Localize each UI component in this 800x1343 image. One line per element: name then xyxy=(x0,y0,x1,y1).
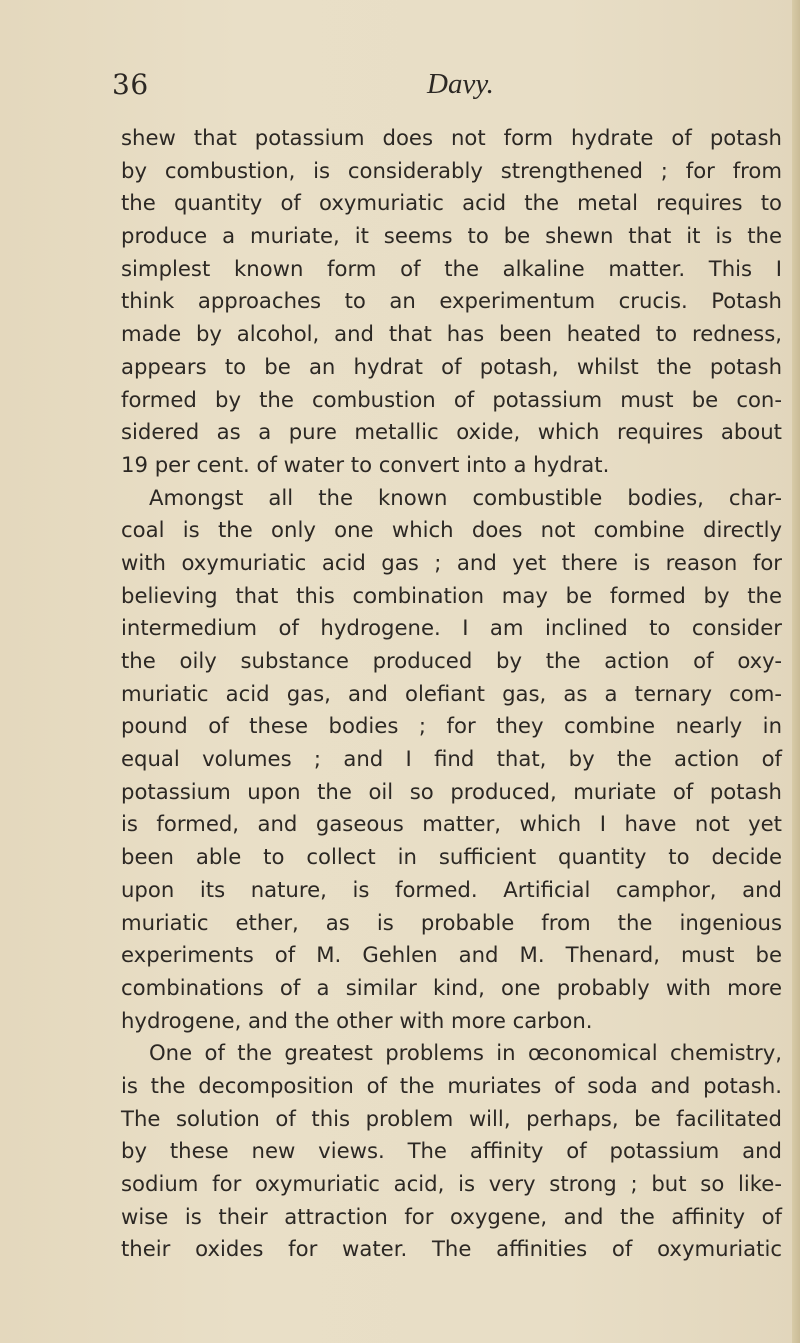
page-edge xyxy=(792,0,800,1343)
text-line: by combustion, is considerably strengthened ; for from xyxy=(121,157,782,183)
text-line: the oily substance produced by the action of oxy- xyxy=(121,648,782,673)
text-line: muriatic acid gas, and olefiant gas, as a ternary com- xyxy=(121,680,782,706)
text-line: wise is their attraction for oxygene, and the affinity of xyxy=(121,1203,782,1229)
text-line: intermedium of hydrogene. I am inclined to consider xyxy=(121,615,782,641)
text-line: formed by the combustion of potassium must be con- xyxy=(121,386,782,412)
text-line: sidered as a pure metallic oxide, which requires about xyxy=(121,419,782,445)
text-line: experiments of M. Gehlen and M. Thenard, must be xyxy=(121,942,782,968)
text-line: pound of these bodies ; for they combine nearly in xyxy=(121,713,782,739)
text-line: shew that potassium does not form hydrate of potash xyxy=(121,125,782,150)
text-line: muriatic ether, as is probable from the ingenious xyxy=(121,909,782,935)
text-line: potassium upon the oil so produced, muriate of potash xyxy=(121,778,782,804)
text-line: upon its nature, is formed. Artificial camphor, and xyxy=(121,876,782,902)
text-line: One of the greatest problems in œconomical chemistry, xyxy=(149,1040,782,1066)
text-line: the quantity of oxymuriatic acid the metal requires to xyxy=(121,190,782,216)
text-line: The solution of this problem will, perhaps, be facilitated xyxy=(121,1105,782,1131)
text-line: is the decomposition of the muriates of soda and potash. xyxy=(121,1072,782,1098)
text-line: hydrogene, and the other with more carbon. xyxy=(121,1007,593,1033)
text-line: sodium for oxymuriatic acid, is very strong ; but so like- xyxy=(121,1171,782,1196)
text-line: believing that this combination may be formed by the xyxy=(121,582,782,608)
text-line: coal is the only one which does not combine directly xyxy=(121,517,782,543)
text-line: their oxides for water. The affinities of oxymuriatic xyxy=(121,1236,782,1262)
text-line: combinations of a similar kind, one probably with more xyxy=(121,974,782,1000)
page-header xyxy=(0,68,800,108)
text-line: been able to collect in sufficient quantity to decide xyxy=(121,844,782,870)
text-line: simplest known form of the alkaline matter. This I xyxy=(121,255,782,281)
text-line: is formed, and gaseous matter, which I have not yet xyxy=(121,811,782,837)
text-line: equal volumes ; and I find that, by the action of xyxy=(121,746,782,772)
body-text xyxy=(121,122,782,1266)
text-line: appears to be an hydrat of potash, whilst the potash xyxy=(121,353,782,379)
text-line: with oxymuriatic acid gas ; and yet there is reason for xyxy=(121,549,782,575)
text-line: think approaches to an experimentum crucis. Potash xyxy=(121,288,782,314)
text-line: made by alcohol, and that has been heated to redness, xyxy=(121,321,782,347)
running-title: Davy. xyxy=(427,68,494,100)
text-line: 19 per cent. of water to convert into a hydrat. xyxy=(121,451,610,477)
text-line: produce a muriate, it seems to be shewn that it is the xyxy=(121,223,782,249)
text-line: Amongst all the known combustible bodies, char- xyxy=(149,484,782,510)
text-line: by these new views. The affinity of potassium and xyxy=(121,1138,782,1164)
page-number: 36 xyxy=(112,68,149,101)
